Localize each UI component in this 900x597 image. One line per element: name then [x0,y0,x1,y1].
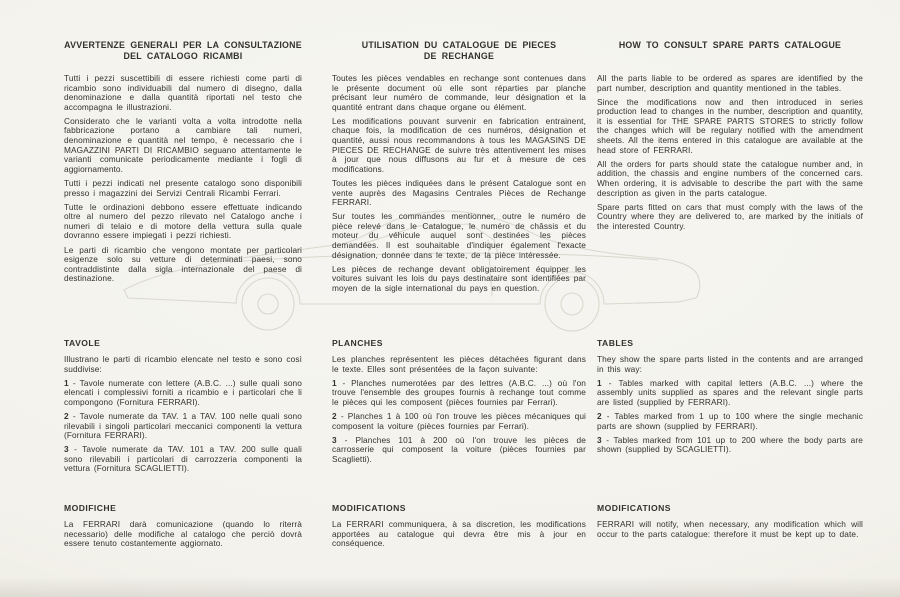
item-text: - Planches 1 à 100 où l'on trouve les pièces mécaniques qui composent la voiture (pièces fournies par Ferrari). [332,410,587,431]
item-text: - Planches numerotées par des lettres (A.B.C. ...) où l'on trouve l'ensemble des groupes fournis à rechange tout comme le pièces qui les composent (pièces fournies par Ferrari). [332,377,586,407]
paragraph: All the parts liable to be ordered as spares are identified by the part number, description and quantity mentioned in the tables. [597,73,863,93]
heading-tables: TABLES [597,338,634,348]
heading-en [597,40,863,74]
item-text: - Tables marked from 101 up to 200 where the body parts are shown (supplied by SCAGLIETTI). [597,434,863,455]
section-it-modifiche [64,503,302,549]
item-text: - Tables marked with capital letters (A.B.C. ...) where the assembly units supplied as spares and the relevant single parts are listed (supplied by FERRARI). [597,377,863,407]
numbered-item [597,436,863,455]
section-fr-planches [332,338,586,464]
section-en-tables [597,338,863,455]
paragraph: Le parti di ricambio che vengono montate per particolari esigenze solo su vetture di determinati paesi, sono contraddistinte dalla sigla internazionale del paese di destinazione. [64,244,302,284]
paragraph: Tutti i pezzi indicati nel presente catalogo sono disponibili presso i magazzini dei Servizi Centrali Ricambi Ferrari. [64,177,302,198]
item-number: 3 [597,434,602,445]
item-text: - Planches 101 à 200 où l'on trouve les pièces de carrosserie qui composent la voiture (pièces fournies par Scaglietti). [332,434,586,464]
paragraph: FERRARI will notify, when necessary, any modification which will occur to the parts catalogue: therefore it must be kept up to date. [597,519,863,539]
section-it-avvertenze [64,40,302,284]
item-text: - Tables marked from 1 up to 100 where the single mechanic parts are shown (supplied by FERRARI). [597,410,863,431]
paragraph: Illustrano le parti di ricambio elencate nel testo e sono così suddivise: [64,354,302,374]
numbered-item [332,412,586,431]
heading-tavole: TAVOLE [64,338,101,348]
item-text: - Tavole numerate da TAV. 101 a TAV. 200 sulle quali sono rilevabili i particolari di carrozzeria componenti la vettura (Fornitura SCAGLIETTI). [64,444,302,474]
heading-modifications-fr: MODIFICATIONS [332,503,406,513]
heading-en-line1: HOW TO CONSULT SPARE PARTS CATALOGUE [618,40,842,50]
section-en-how-to-consult [597,40,863,231]
heading-fr-line2: DE RECHANGE [423,50,495,61]
numbered-item [64,445,302,474]
section-fr-modifications [332,503,586,549]
numbered-item [64,412,302,441]
section-en-modifications [597,503,863,539]
item-number: 3 [332,434,337,445]
item-number: 1 [332,377,337,388]
heading-fr [332,40,586,74]
paragraph: Toutes les pièces indiquées dans le présent Catalogue sont en vente auprès des Magasins Centrales Pièces de Rechange FERRARI. [332,177,586,208]
heading-modifiche: MODIFICHE [64,503,117,513]
heading-it-line1: AVVERTENZE GENERALI PER LA CONSULTAZIONE [64,40,302,50]
item-number: 2 [64,410,69,421]
paragraph: All the orders for parts should state the catalogue number and, in addition, the chassis and engine numbers of the concerned cars. When ordering, it is advisable to describe the part with the same description as given in the parts catalogue. [597,158,863,198]
item-text: - Tavole numerate da TAV. 1 a TAV. 100 nelle quali sono rilevabili i singoli particolari meccanici componenti la vettura (Fornitura FERRARI). [64,410,302,441]
paragraph: Considerato che le varianti volta a volta introdotte nella fabbricazione portano a cambiare tali numeri, denominazione e quantità nel tempo, è necessario che i MAGAZZINI PARTI DI RICAMBIO seguano attentamente le varianti comunicate periodicamente mediante i fogli di aggiornamento. [64,115,302,174]
paragraph: Tutte le ordinazioni debbono essere effettuate indicando oltre al numero del pezzo rilevato nel Catalogo anche i numeri di telaio e di motore della vettura sulla quale dovranno essere impiegati i pezzi richiesti. [64,201,302,241]
heading-it-line2: DEL CATALOGO RICAMBI [123,50,243,61]
paragraph: Spare parts fitted on cars that must comply with the laws of the Country where they are delivered to, are marked by the initials of the interested Country. [597,201,863,231]
item-number: 2 [597,410,602,421]
paragraph: Les pièces de rechange devant obligatoirement équipper les voitures suivant les lois du pays destinataire sont identifiées par moyen de la sigle international du pays en question. [332,263,586,293]
item-number: 1 [597,377,602,388]
paragraph: They show the spare parts listed in the contents and are arranged in this way: [597,354,863,374]
numbered-item [64,379,302,408]
heading-fr-line1: UTILISATION DU CATALOGUE DE PIECES [361,40,557,50]
numbered-item [597,412,863,431]
heading-it [64,40,302,74]
paragraph: Toutes les pièces vendables en rechange sont contenues dans le présente document où elle sont réparties par planche précisant leur numéro de commande, leur désignation et la quantité entrant dans chaque organe ou élément. [332,73,586,112]
paragraph: Les modifications pouvant survenir en fabrication entrainent, chaque fois, la modification de ces numéros, désignation et quantité, aussi nous recommandons à tous les MAGASINS DE PIECES DE RECHANGE de suivre très attentivement les mises à jour que nous diffusons au fur et à mesure de ces modifications. [332,115,586,174]
numbered-item [332,436,586,465]
heading-planches: PLANCHES [332,338,383,348]
section-it-tavole [64,338,302,474]
item-text: - Tavole numerate con lettere (A.B.C. ...) sulle quali sono elencati i complessivi forniti a ricambio e i particolari che li compongono (Fornitura FERRARI). [64,377,302,407]
numbered-item [597,379,863,408]
paragraph: Since the modifications now and then introduced in series production lead to changes in the number, description and quantity, it is essential for THE SPARE PARTS STORES to strictly follow the changes which will be regulary notified with the amendment sheets. All the items entered in this catalogue are available at the head store of FERRARI. [597,96,863,155]
item-number: 2 [332,410,337,421]
heading-modifications-en: MODIFICATIONS [597,503,671,513]
paragraph: Les planches représentent les pièces détachées figurant dans le texte. Elles sont présentées de la façon suivante: [332,354,586,374]
item-number: 3 [64,444,69,455]
numbered-item [332,379,586,408]
paragraph: Sur toutes les commandes mentionner, outre le numéro de pièce relevé dans le Catalogue, le numéro de châssis et du moteur du véhicule auquel sont destinées les pièces demandées. Il est souhaitable d'indiquer également l'exacte désignation, donnée dans le texte, de la pièce intéressée. [332,211,586,260]
paragraph: La FERRARI darà comunicazione (quando lo riterrà necessario) delle modifiche al catalogo che perciò dovrà essere tenuto costantemente aggiornato. [64,519,302,549]
paragraph: La FERRARI communiquera, à sa discretion, les modifications apportées au catalogue qui devra être mis à jour en conséquence. [332,519,586,549]
page-bottom-shadow [0,577,900,597]
paragraph: Tutti i pezzi suscettibili di essere richiesti come parti di ricambio sono individuabili dal numero di disegno, dalla denominazione e dalla quantità riportati nel testo che accompagna le illustrazioni. [64,73,302,112]
section-fr-utilisation [332,40,586,293]
item-number: 1 [64,377,69,388]
